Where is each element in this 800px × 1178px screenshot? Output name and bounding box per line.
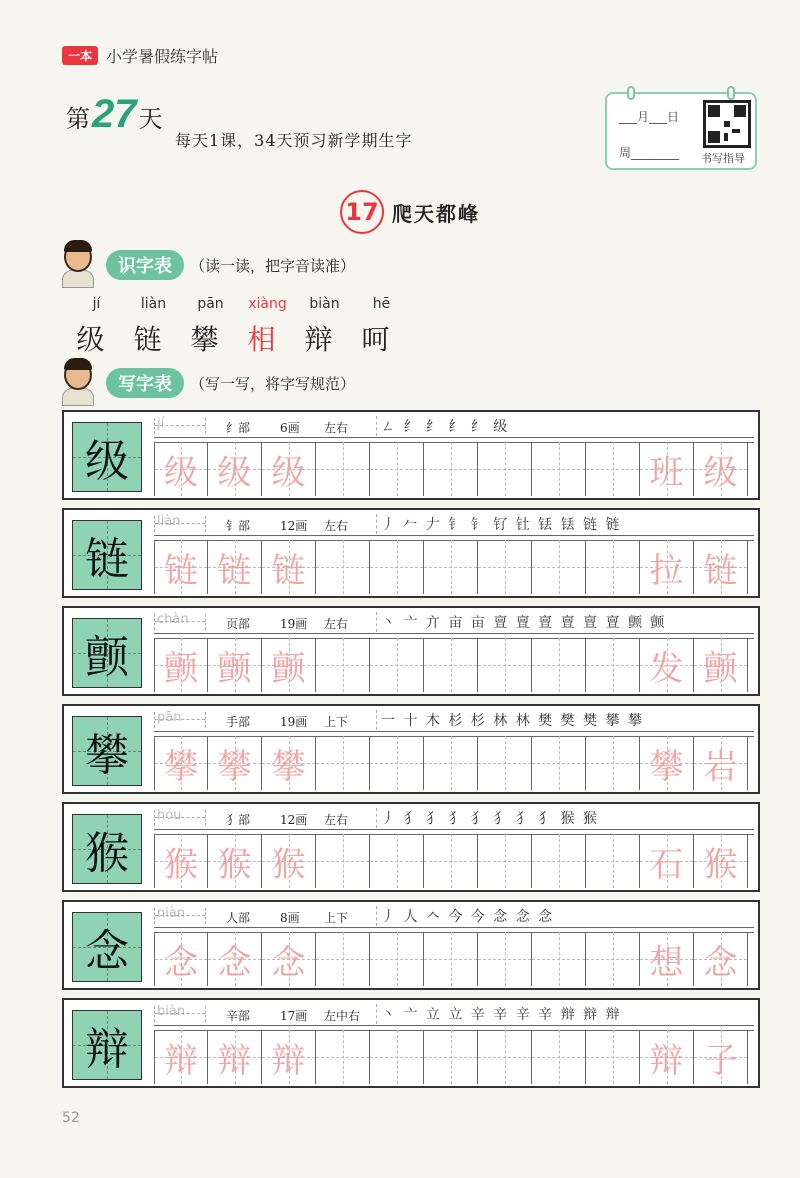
practice-cell[interactable]: 颤 [262,638,316,692]
practice-cell[interactable] [370,540,424,594]
date-field[interactable]: ___月___日 [619,110,680,124]
practice-block [62,508,760,598]
read-char: 相 [247,323,276,356]
practice-grid [154,834,754,888]
practice-cell[interactable]: 子 [694,1030,748,1084]
pinyin-box[interactable] [154,810,206,826]
pinyin-ghost: jí [157,416,165,431]
practice-grid [154,638,754,692]
char-meta [154,514,754,536]
practice-cell[interactable]: 猴 [694,834,748,888]
pinyin-ghost: pān [157,710,182,725]
model-char: 级 [72,422,142,492]
practice-cell[interactable]: 念 [154,932,208,986]
practice-cell[interactable] [586,736,640,790]
practice-cell[interactable] [424,540,478,594]
date-box [605,92,757,170]
practice-cell[interactable] [316,442,370,496]
practice-cell[interactable] [316,1030,370,1084]
model-char: 猴 [72,814,142,884]
pinyin-ghost: niàn [157,906,186,921]
practice-cell[interactable]: 级 [694,442,748,496]
child-reading-icon [58,242,100,288]
stroke-order: 丿 人 𠆢 今 今 念 念 念 [376,906,554,926]
page-number: 52 [62,1110,80,1126]
radical-label: 犭部 [226,813,251,827]
day-number: 27 [92,92,137,136]
lesson-number: 17 [340,190,384,234]
page-header [62,44,218,67]
practice-cell[interactable] [316,736,370,790]
practice-cell[interactable]: 想 [640,932,694,986]
practice-cell[interactable]: 级 [208,442,262,496]
practice-block [62,802,760,892]
radical-label: 辛部 [226,1009,251,1023]
practice-cell[interactable]: 颤 [154,638,208,692]
pinyin-box[interactable] [154,418,206,434]
pinyin-label: liàn [140,296,167,312]
brand-logo: 一本 [62,46,98,65]
char-meta [154,1004,754,1026]
stroke-order: 丶 亠 立 立 辛 辛 辛 辛 辩 辩 辩 [376,1004,622,1024]
practice-cell[interactable] [586,932,640,986]
structure-label: 上下 [324,911,349,925]
practice-cell[interactable] [424,834,478,888]
practice-cell[interactable]: 链 [694,540,748,594]
radical-label: 页部 [226,617,251,631]
char-meta [154,808,754,830]
read-char: 辩 [304,323,333,356]
practice-cell[interactable] [424,736,478,790]
practice-cell[interactable] [586,638,640,692]
pinyin-box[interactable] [154,908,206,924]
pinyin-label: biàn [309,296,340,312]
stroke-count: 8画 [280,911,300,925]
practice-grid [154,540,754,594]
practice-cell[interactable]: 辩 [154,1030,208,1084]
pinyin-ghost: chàn [157,612,189,627]
write-section-note: （写一写，将字写规范） [190,374,356,393]
ring-icon [727,86,735,100]
practice-cell[interactable]: 念 [262,932,316,986]
read-char: 呵 [361,323,390,356]
practice-cell[interactable] [316,540,370,594]
practice-grid [154,736,754,790]
practice-cell[interactable]: 颤 [694,638,748,692]
practice-cell[interactable]: 链 [208,540,262,594]
practice-cell[interactable] [532,638,586,692]
practice-cell[interactable]: 链 [262,540,316,594]
practice-cell[interactable]: 辩 [262,1030,316,1084]
practice-cell[interactable]: 辩 [208,1030,262,1084]
practice-block [62,704,760,794]
practice-cell[interactable]: 攀 [640,736,694,790]
structure-label: 左右 [324,421,349,435]
day-suffix: 天 [138,105,163,133]
book-title: 小学暑假练字帖 [106,47,219,66]
pinyin-box[interactable] [154,712,206,728]
model-char: 念 [72,912,142,982]
stroke-count: 12画 [280,519,308,533]
practice-cell[interactable] [316,932,370,986]
practice-grid [154,932,754,986]
pinyin-ghost: hóu [157,808,182,823]
stroke-order: ㄥ 纟 纟 纟 纟 级 [376,416,509,436]
practice-cell[interactable] [532,736,586,790]
structure-label: 左中右 [324,1009,361,1023]
practice-cell[interactable] [316,834,370,888]
practice-cell[interactable] [532,932,586,986]
pinyin-box[interactable] [154,614,206,630]
lesson-title: 爬天都峰 [392,201,480,226]
practice-cell[interactable]: 石 [640,834,694,888]
practice-cell[interactable] [586,834,640,888]
practice-cell[interactable]: 发 [640,638,694,692]
model-char: 链 [72,520,142,590]
practice-cell[interactable] [370,638,424,692]
stroke-count: 12画 [280,813,308,827]
practice-block [62,606,760,696]
model-char: 攀 [72,716,142,786]
qr-code-icon[interactable] [703,100,751,148]
practice-grid [154,442,754,496]
read-char: 链 [133,323,162,356]
stroke-count: 6画 [280,421,300,435]
practice-cell[interactable] [424,442,478,496]
practice-cell[interactable]: 攀 [154,736,208,790]
stroke-count: 17画 [280,1009,308,1023]
pinyin-ghost: biàn [157,1004,186,1019]
practice-cell[interactable]: 班 [640,442,694,496]
practice-cell[interactable] [316,638,370,692]
write-section-label: 写字表 [106,368,184,398]
practice-cell[interactable]: 颤 [208,638,262,692]
practice-cell[interactable] [370,442,424,496]
practice-grid [154,1030,754,1084]
pinyin-ghost: liàn [157,514,181,529]
pinyin-label: pān [197,296,224,312]
day-subtitle: 每天1课，34天预习新学期生字 [175,131,413,150]
practice-cell[interactable] [370,932,424,986]
practice-block [62,998,760,1088]
practice-cell[interactable] [478,638,532,692]
practice-cell[interactable]: 链 [154,540,208,594]
practice-block [62,900,760,990]
structure-label: 左右 [324,519,349,533]
practice-cell[interactable] [424,932,478,986]
structure-label: 上下 [324,715,349,729]
practice-cell[interactable] [478,932,532,986]
read-section-note: （读一读，把字音读准） [190,256,356,275]
practice-cell[interactable] [424,638,478,692]
practice-cell[interactable] [478,834,532,888]
char-meta [154,906,754,928]
practice-cell[interactable]: 级 [262,442,316,496]
practice-cell[interactable]: 拉 [640,540,694,594]
read-chars-row [62,318,404,358]
pinyin-row [68,296,410,312]
week-field[interactable]: 周________ [619,146,680,160]
practice-cell[interactable] [424,1030,478,1084]
writing-guide-label: 书写指导 [701,152,745,165]
read-char: 攀 [190,323,219,356]
pinyin-label: xiàng [248,296,287,312]
practice-cell[interactable]: 辩 [640,1030,694,1084]
practice-cell[interactable] [586,1030,640,1084]
practice-cell[interactable]: 攀 [208,736,262,790]
practice-cell[interactable]: 念 [694,932,748,986]
practice-cell[interactable]: 岩 [694,736,748,790]
practice-cell[interactable] [370,736,424,790]
practice-cell[interactable]: 念 [208,932,262,986]
practice-cell[interactable] [532,1030,586,1084]
char-meta [154,612,754,634]
structure-label: 左右 [324,617,349,631]
model-char: 颤 [72,618,142,688]
pinyin-box[interactable] [154,1006,206,1022]
practice-cell[interactable] [370,834,424,888]
practice-cell[interactable] [478,442,532,496]
radical-label: 钅部 [226,519,251,533]
radical-label: 人部 [226,911,251,925]
stroke-order: 丶 亠 亣 亩 亩 亶 亶 亶 亶 亶 亶 颤 颤 [376,612,666,632]
day-heading [66,92,163,137]
stroke-order: 丿 𠂉 𠂇 钅 钅 钌 钍 铥 铥 链 链 [376,514,622,534]
practice-cell[interactable] [532,834,586,888]
practice-block [62,410,760,500]
practice-cell[interactable]: 猴 [208,834,262,888]
read-section-header [58,242,355,288]
pinyin-box[interactable] [154,516,206,532]
stroke-order: 丿 犭 犭 犭 犭 犭 犭 犭 猴 猴 [376,808,599,828]
practice-cell[interactable] [370,1030,424,1084]
ring-icon [627,86,635,100]
structure-label: 左右 [324,813,349,827]
practice-cell[interactable] [478,1030,532,1084]
practice-cell[interactable] [586,442,640,496]
stroke-count: 19画 [280,617,308,631]
practice-cell[interactable] [532,540,586,594]
read-char: 级 [76,323,105,356]
practice-cell[interactable] [586,540,640,594]
char-meta [154,710,754,732]
day-prefix: 第 [66,105,90,133]
radical-label: 手部 [226,715,251,729]
pinyin-label: hē [372,296,391,312]
stroke-count: 19画 [280,715,308,729]
radical-label: 纟部 [226,421,251,435]
pinyin-label: jí [92,296,101,312]
char-meta [154,416,754,438]
model-char: 辩 [72,1010,142,1080]
practice-cell[interactable] [532,442,586,496]
practice-cell[interactable] [478,540,532,594]
practice-cell[interactable] [478,736,532,790]
lesson-heading [340,190,480,234]
practice-cell[interactable]: 猴 [154,834,208,888]
practice-cell[interactable]: 级 [154,442,208,496]
practice-cell[interactable]: 猴 [262,834,316,888]
practice-cell[interactable]: 攀 [262,736,316,790]
child-writing-icon [58,360,100,406]
stroke-order: 一 十 木 杉 杉 林 林 樊 樊 樊 攀 攀 [376,710,644,730]
read-section-label: 识字表 [106,250,184,280]
write-section-header [58,360,355,406]
